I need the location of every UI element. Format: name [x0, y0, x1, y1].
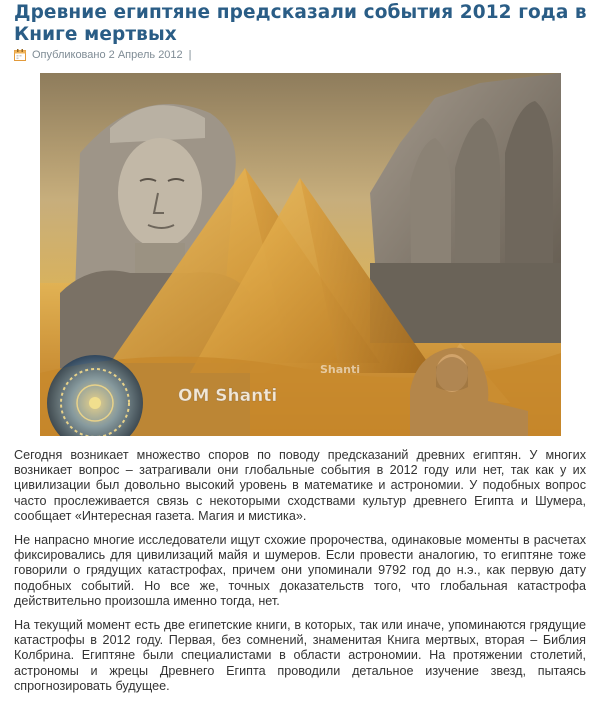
paragraph: Сегодня возникает множество споров по поводу предсказаний древних египтян. У многих возникает вопрос – затрагивали они глобальные события в 2012 году или нет, так как у их цивилизации был довольно высокий уровень в математике и астрономии. У подобных вопрос часто прослеживается связь с некоторыми сходствами культур древнего Египта и Шумера, сообщает «Интересная газета. Магия и мистика».	[14, 448, 586, 523]
paragraph: На текущий момент есть две египетские книги, в которых, так или иначе, упоминаются грядущие катастрофы в 2012 году. Первая, без сомнений, знаменитая Книга мертвых, вторая – Библия Колбрина. Египтяне были специалистами в области астрономии. На протяжении столетий, астрономы и жрецы Древнего Египта проводили детальное изучение звезд, пытаясь спрогнозировать будущее.	[14, 618, 586, 693]
watermark-main: OM Shanti	[178, 386, 278, 406]
paragraph: Не напрасно многие исследователи ищут схожие пророчества, одинаковые моменты в расчетах фиксировались для цивилизаций майя и шумеров. Если провести аналогию, то египтяне тоже говорили о грядущих катастрофах, причем они упоминали 9792 год до н.э., как первую дату подобных событий. Но все же, точных доказательств того, что глобальная катастрофа действительно произошла именно тогда, нет.	[14, 533, 586, 608]
post-meta	[14, 47, 192, 63]
article-title: Древние египтяне предсказали события 2012 года в Книге мертвых	[14, 2, 587, 45]
article-image	[40, 73, 561, 436]
meta-separator: |	[188, 49, 192, 61]
calendar-icon	[14, 49, 26, 61]
published-date: Опубликовано 2 Апрель 2012	[32, 49, 183, 61]
article-body	[14, 448, 586, 703]
watermark-small: Shanti	[320, 363, 361, 376]
